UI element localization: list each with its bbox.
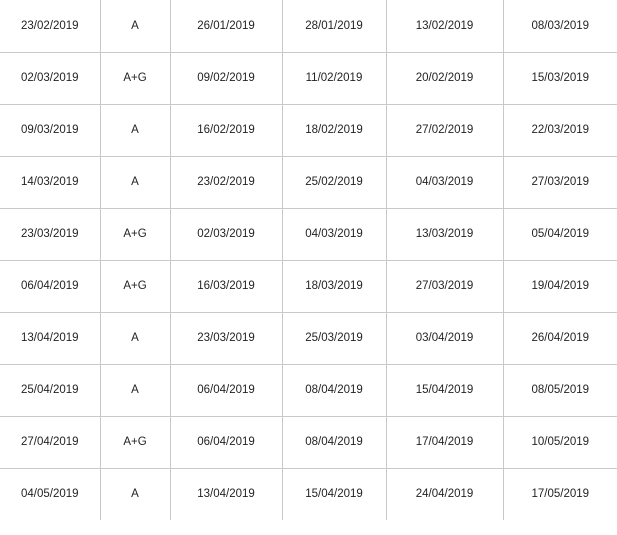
table-row [0, 364, 617, 416]
cell-start-date: 13/04/2019 [0, 312, 100, 364]
cell-end-date: 10/05/2019 [503, 416, 617, 468]
cell-session-type: A [100, 364, 170, 416]
cell-reference-date-3: 17/04/2019 [386, 416, 503, 468]
cell-reference-date-1: 16/03/2019 [170, 260, 282, 312]
table-row [0, 468, 617, 520]
cell-session-type: A [100, 0, 170, 52]
cell-reference-date-2: 28/01/2019 [282, 0, 386, 52]
cell-end-date: 27/03/2019 [503, 156, 617, 208]
cell-reference-date-2: 15/04/2019 [282, 468, 386, 520]
cell-reference-date-2: 08/04/2019 [282, 416, 386, 468]
cell-start-date: 09/03/2019 [0, 104, 100, 156]
cell-reference-date-3: 13/03/2019 [386, 208, 503, 260]
cell-start-date: 02/03/2019 [0, 52, 100, 104]
cell-start-date: 25/04/2019 [0, 364, 100, 416]
table-row [0, 52, 617, 104]
cell-reference-date-3: 20/02/2019 [386, 52, 503, 104]
cell-end-date: 08/03/2019 [503, 0, 617, 52]
cell-reference-date-1: 26/01/2019 [170, 0, 282, 52]
cell-reference-date-3: 04/03/2019 [386, 156, 503, 208]
cell-session-type: A+G [100, 208, 170, 260]
cell-reference-date-1: 09/02/2019 [170, 52, 282, 104]
cell-reference-date-1: 02/03/2019 [170, 208, 282, 260]
cell-reference-date-1: 06/04/2019 [170, 416, 282, 468]
cell-session-type: A [100, 468, 170, 520]
cell-end-date: 19/04/2019 [503, 260, 617, 312]
cell-reference-date-3: 27/03/2019 [386, 260, 503, 312]
cell-reference-date-2: 04/03/2019 [282, 208, 386, 260]
cell-reference-date-1: 23/03/2019 [170, 312, 282, 364]
cell-end-date: 15/03/2019 [503, 52, 617, 104]
cell-start-date: 04/05/2019 [0, 468, 100, 520]
cell-end-date: 17/05/2019 [503, 468, 617, 520]
cell-reference-date-3: 03/04/2019 [386, 312, 503, 364]
cell-reference-date-2: 18/02/2019 [282, 104, 386, 156]
cell-start-date: 23/03/2019 [0, 208, 100, 260]
cell-reference-date-2: 25/03/2019 [282, 312, 386, 364]
cell-end-date: 05/04/2019 [503, 208, 617, 260]
cell-reference-date-2: 25/02/2019 [282, 156, 386, 208]
cell-start-date: 14/03/2019 [0, 156, 100, 208]
table-row [0, 0, 617, 52]
cell-reference-date-3: 24/04/2019 [386, 468, 503, 520]
cell-start-date: 23/02/2019 [0, 0, 100, 52]
cell-reference-date-1: 06/04/2019 [170, 364, 282, 416]
cell-reference-date-2: 11/02/2019 [282, 52, 386, 104]
table-row [0, 416, 617, 468]
cell-session-type: A+G [100, 416, 170, 468]
cell-reference-date-2: 08/04/2019 [282, 364, 386, 416]
cell-reference-date-3: 13/02/2019 [386, 0, 503, 52]
table-row [0, 312, 617, 364]
cell-session-type: A+G [100, 260, 170, 312]
cell-session-type: A [100, 104, 170, 156]
table-row [0, 260, 617, 312]
cell-reference-date-1: 23/02/2019 [170, 156, 282, 208]
table-row [0, 156, 617, 208]
cell-reference-date-3: 15/04/2019 [386, 364, 503, 416]
table-row [0, 208, 617, 260]
cell-session-type: A+G [100, 52, 170, 104]
cell-reference-date-3: 27/02/2019 [386, 104, 503, 156]
cell-end-date: 08/05/2019 [503, 364, 617, 416]
cell-end-date: 26/04/2019 [503, 312, 617, 364]
cell-session-type: A [100, 312, 170, 364]
cell-reference-date-2: 18/03/2019 [282, 260, 386, 312]
cell-session-type: A [100, 156, 170, 208]
cell-end-date: 22/03/2019 [503, 104, 617, 156]
cell-start-date: 06/04/2019 [0, 260, 100, 312]
cell-reference-date-1: 16/02/2019 [170, 104, 282, 156]
cell-reference-date-1: 13/04/2019 [170, 468, 282, 520]
table-row [0, 104, 617, 156]
cell-start-date: 27/04/2019 [0, 416, 100, 468]
